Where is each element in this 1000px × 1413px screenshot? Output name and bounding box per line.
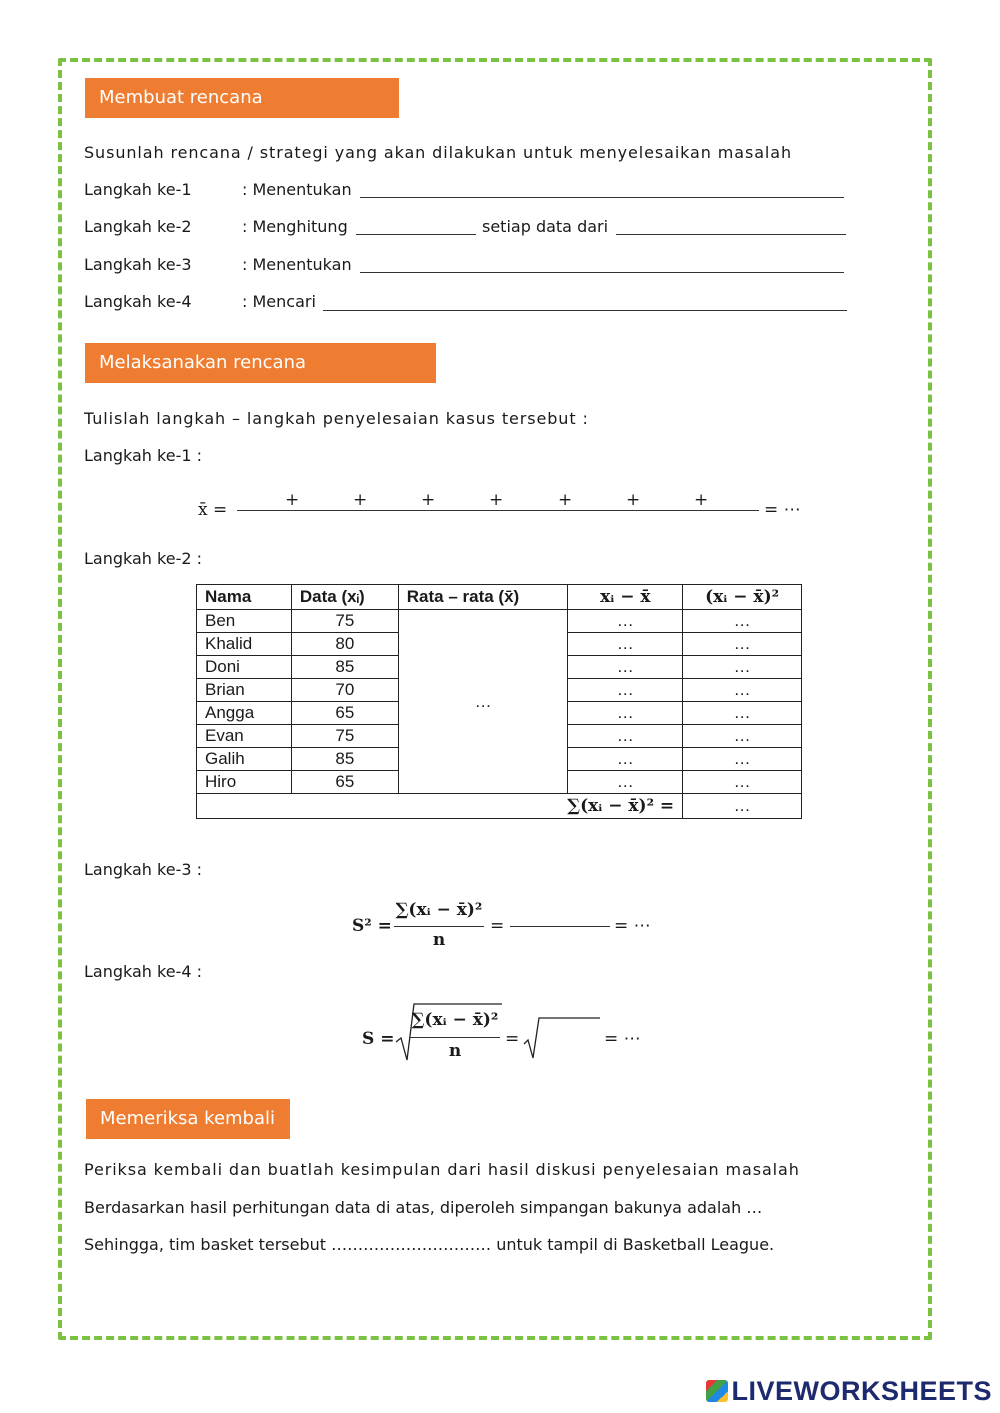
liveworksheets-logo-text: LIVEWORKSHEETS <box>731 1376 992 1406</box>
row-name: Hiro <box>197 771 292 794</box>
header-rata-rata: Rata – rata (x̄) <box>398 585 568 610</box>
liveworksheets-logo <box>706 1376 992 1407</box>
plus-sign-7: + <box>694 490 709 510</box>
liveworksheets-logo-icon <box>706 1380 728 1402</box>
variance-answer-line[interactable] <box>510 926 610 927</box>
sd-equals: = <box>505 1029 520 1049</box>
plan-step-1-label: Langkah ke-1 <box>84 180 192 199</box>
squared-deviation-cell[interactable]: … <box>683 610 802 633</box>
row-name: Galih <box>197 748 292 771</box>
row-value: 80 <box>291 633 398 656</box>
sd-radical-answer-icon[interactable] <box>522 1014 602 1062</box>
row-name: Evan <box>197 725 292 748</box>
row-name: Angga <box>197 702 292 725</box>
plus-sign-2: + <box>353 490 368 510</box>
plan-step-3-answer-line[interactable] <box>360 272 844 273</box>
sd-fraction-bar <box>410 1037 500 1038</box>
plan-step-4-text: : Mencari <box>242 292 316 311</box>
squared-deviation-cell[interactable]: … <box>683 656 802 679</box>
plan-step-1-text: : Menentukan <box>242 180 352 199</box>
sd-denominator: n <box>448 1041 462 1061</box>
plus-sign-5: + <box>558 490 573 510</box>
row-value: 85 <box>291 656 398 679</box>
plan-step-3-label: Langkah ke-3 <box>84 255 192 274</box>
squared-deviation-cell[interactable]: … <box>683 702 802 725</box>
row-name: Khalid <box>197 633 292 656</box>
plus-sign-6: + <box>626 490 641 510</box>
data-table <box>196 584 802 819</box>
header-squared-deviation: (xᵢ − x̄)² <box>683 585 802 610</box>
plus-sign-4: + <box>489 490 504 510</box>
deviation-cell[interactable]: … <box>568 633 683 656</box>
row-value: 75 <box>291 725 398 748</box>
section-banner-plan: Membuat rencana penyelesaian <box>85 78 399 118</box>
row-name: Brian <box>197 679 292 702</box>
plan-step-4-answer-line[interactable] <box>323 310 847 311</box>
table-header-row <box>197 585 802 610</box>
plan-step-2-text: : Menghitung <box>242 217 348 236</box>
row-value: 65 <box>291 771 398 794</box>
row-name: Doni <box>197 656 292 679</box>
deviation-cell[interactable]: … <box>568 610 683 633</box>
plan-step-2-answer-line-a[interactable] <box>356 234 476 235</box>
deviation-cell[interactable]: … <box>568 702 683 725</box>
row-value: 85 <box>291 748 398 771</box>
section-banner-check: Memeriksa kembali <box>86 1099 290 1139</box>
check-line-1: Berdasarkan hasil perhitungan data di atas, diperoleh simpangan bakunya adalah … <box>84 1198 763 1217</box>
sd-numerator: ∑(xᵢ − x̄)² <box>411 1010 499 1030</box>
row-value: 75 <box>291 610 398 633</box>
execute-intro: Tulislah langkah – langkah penyelesaian kasus tersebut : <box>84 409 589 428</box>
squared-deviation-cell[interactable]: … <box>683 633 802 656</box>
mean-cell[interactable]: … <box>398 610 568 794</box>
plus-sign-3: + <box>421 490 436 510</box>
section-banner-execute: Melaksanakan rencana penyelesaian <box>85 343 436 383</box>
variance-result: = ⋯ <box>614 916 651 936</box>
plan-step-2-label: Langkah ke-2 <box>84 217 192 236</box>
plan-step-4-label: Langkah ke-4 <box>84 292 192 311</box>
deviation-cell[interactable]: … <box>568 725 683 748</box>
execute-step-1-label: Langkah ke-1 : <box>84 446 202 465</box>
plus-sign-1: + <box>285 490 300 510</box>
deviation-cell[interactable]: … <box>568 771 683 794</box>
sd-lhs: S = <box>362 1029 395 1049</box>
deviation-cell[interactable]: … <box>568 748 683 771</box>
row-value: 70 <box>291 679 398 702</box>
header-deviation: xᵢ − x̄ <box>568 585 683 610</box>
plan-step-1-answer-line[interactable] <box>360 197 844 198</box>
execute-step-3-label: Langkah ke-3 : <box>84 860 202 879</box>
table-row <box>197 610 802 633</box>
deviation-cell[interactable]: … <box>568 679 683 702</box>
plan-step-2-answer-line-b[interactable] <box>616 234 846 235</box>
plan-intro: Susunlah rencana / strategi yang akan dilakukan untuk menyelesaikan masalah <box>84 143 793 162</box>
plan-step-3-text: : Menentukan <box>242 255 352 274</box>
variance-denominator: n <box>432 930 446 950</box>
variance-fraction-bar <box>394 926 484 927</box>
mean-fraction-bar <box>237 510 759 511</box>
header-nama: Nama <box>197 585 292 610</box>
row-value: 65 <box>291 702 398 725</box>
squared-deviation-cell[interactable]: … <box>683 771 802 794</box>
sum-label: ∑(xᵢ − x̄)² = <box>197 794 683 819</box>
check-line-2: Sehingga, tim basket tersebut ………………………… untuk tampil di Basketball League. <box>84 1235 775 1254</box>
deviation-cell[interactable]: … <box>568 656 683 679</box>
sum-value-cell[interactable]: … <box>683 794 802 819</box>
execute-step-4-label: Langkah ke-4 : <box>84 962 202 981</box>
variance-equals: = <box>490 916 505 936</box>
mean-lhs: x̄ = <box>198 500 228 520</box>
row-name: Ben <box>197 610 292 633</box>
squared-deviation-cell[interactable]: … <box>683 679 802 702</box>
variance-numerator: ∑(xᵢ − x̄)² <box>395 900 483 920</box>
table-sum-row <box>197 794 802 819</box>
mean-result: = ⋯ <box>764 500 801 520</box>
header-data: Data (xᵢ) <box>291 585 398 610</box>
variance-lhs: S² = <box>352 916 392 936</box>
sd-result: = ⋯ <box>604 1029 641 1049</box>
check-intro: Periksa kembali dan buatlah kesimpulan dari hasil diskusi penyelesaian masalah <box>84 1160 800 1179</box>
execute-step-2-label: Langkah ke-2 : <box>84 549 202 568</box>
squared-deviation-cell[interactable]: … <box>683 748 802 771</box>
squared-deviation-cell[interactable]: … <box>683 725 802 748</box>
plan-step-2-middle: setiap data dari <box>482 217 609 236</box>
